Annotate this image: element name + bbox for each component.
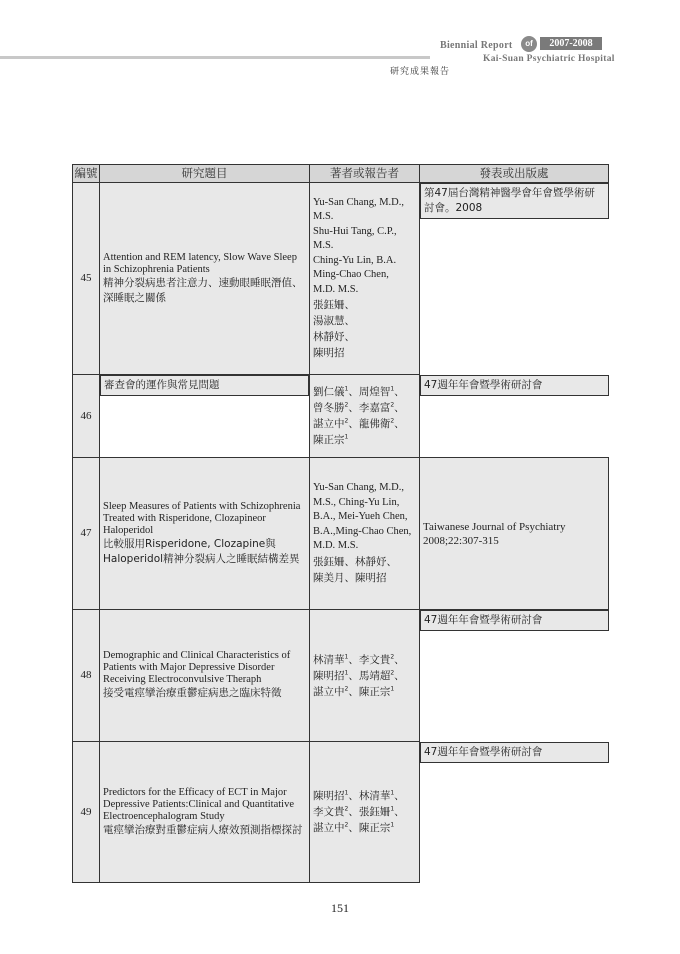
row-venue: 47週年年會暨學術研討會: [420, 742, 609, 763]
topic-chinese: 精神分裂病患者注意力、速動眼睡眠潛值、深睡眠之關係: [103, 276, 303, 304]
col-header-venue: 發表或出版處: [420, 165, 609, 183]
author-line: 張鈺姍、林靜妤、: [313, 555, 397, 568]
author-line: 陳明招$^1$、馬靖超$^2$、: [313, 669, 405, 682]
col-header-topic: 研究題目: [100, 165, 310, 183]
table-row: [73, 742, 609, 883]
row-venue: 47週年年會暨學術研討會: [420, 375, 609, 396]
col-header-number: 編號: [73, 165, 100, 183]
row-authors: [310, 375, 420, 458]
row-topic: [100, 458, 310, 610]
author-line: 劉仁儀$^1$、周煌智$^1$、: [313, 385, 405, 398]
table-row: [73, 610, 609, 742]
author-line: 張鈺姍、: [313, 299, 355, 312]
row-number: 48: [73, 610, 100, 742]
author-line: 陳正宗$^1$: [313, 433, 349, 446]
author-line: B.A.,Ming-Chao Chen,: [313, 525, 412, 537]
report-title: Biennial Report: [440, 40, 513, 51]
author-line: 李文貴$^2$、張鈺姍$^1$、: [313, 805, 405, 818]
row-authors: [310, 610, 420, 742]
row-venue: 第47屆台灣精神醫學會年會暨學術研討會。2008: [420, 183, 609, 219]
row-topic: [100, 610, 310, 742]
author-line: 陳美月、陳明招: [313, 571, 387, 584]
table-row: [73, 458, 609, 610]
row-number: 46: [73, 375, 100, 458]
page-number: 151: [331, 901, 349, 915]
author-line: Yu-San Chang, M.D.,: [313, 196, 404, 208]
row-topic: 審查會的運作與常見問題: [100, 375, 309, 396]
row-topic: [100, 742, 310, 883]
topic-chinese: 電痙攣治療對重鬱症病人療效預測指標探討: [103, 823, 303, 836]
topic-chinese: 比較服用Risperidone, Clozapine與Haloperidol精神分裂病人之睡眠結構差異: [103, 537, 300, 565]
header-rule: [0, 56, 430, 59]
author-line: M.S.: [313, 240, 334, 252]
row-number: 47: [73, 458, 100, 610]
author-line: B.A., Mei-Yueh Chen,: [313, 511, 408, 523]
topic-english: Sleep Measures of Patients with Schizophrenia Treated with Risperidone, Clozapineor Haloperidol: [103, 500, 301, 536]
author-line: 林靜妤、: [313, 331, 355, 344]
report-years: 2007-2008: [540, 37, 602, 50]
hospital-name: Kai-Suan Psychiatric Hospital: [483, 54, 615, 64]
author-line: 林清華$^1$、李文貴$^2$、: [313, 653, 405, 666]
author-line: M.S.: [313, 211, 334, 223]
topic-english: Attention and REM latency, Slow Wave Sleep in Schizophrenia Patients: [103, 251, 297, 275]
author-line: 曾冬勝$^2$、李嘉富$^2$、: [313, 401, 405, 414]
row-number: 49: [73, 742, 100, 883]
of-badge: of: [521, 36, 537, 52]
row-authors: [310, 183, 420, 375]
table-header-row: [73, 165, 609, 183]
row-number: 45: [73, 183, 100, 375]
author-line: 諶立中$^2$、陳正宗$^1$: [313, 685, 395, 698]
author-line: Yu-San Chang, M.D.,: [313, 482, 404, 494]
row-venue: 47週年年會暨學術研討會: [420, 610, 609, 631]
author-line: 諶立中$^2$、龍佛衛$^2$、: [313, 417, 405, 430]
research-table: [72, 164, 609, 883]
row-authors: [310, 742, 420, 883]
author-line: M.D. M.S.: [313, 283, 359, 295]
author-line: Ching-Yu Lin, B.A.: [313, 254, 397, 266]
col-header-authors: 著者或報告者: [310, 165, 420, 183]
author-line: 諶立中$^2$、陳正宗$^1$: [313, 821, 395, 834]
author-line: M.S., Ching-Yu Lin,: [313, 496, 400, 508]
section-subtitle: 研究成果報告: [390, 67, 451, 77]
author-line: M.D. M.S.: [313, 540, 359, 552]
author-line: Shu-Hui Tang, C.P.,: [313, 225, 397, 237]
topic-english: Demographic and Clinical Characteristics of Patients with Major Depressive Disorder Receiving Electroconvulsive Theraph: [103, 650, 291, 685]
author-line: 陳明招$^1$、林清華$^1$、: [313, 789, 405, 802]
author-line: 陳明招: [313, 347, 345, 360]
author-line: Ming-Chao Chen,: [313, 269, 389, 281]
topic-english: Predictors for the Efficacy of ECT in Major Depressive Patients:Clinical and Quantitative Electroencephalogram Study: [103, 786, 294, 822]
author-line: 湯淑慧、: [313, 315, 355, 328]
table-row: [73, 375, 609, 458]
row-venue: Taiwanese Journal of Psychiatry 2008;22:307-315: [420, 458, 609, 610]
row-topic: [100, 183, 310, 375]
table-row: [73, 183, 609, 375]
topic-chinese: 接受電痙攣治療重鬱症病患之臨床特徵: [103, 687, 282, 699]
row-authors: [310, 458, 420, 610]
